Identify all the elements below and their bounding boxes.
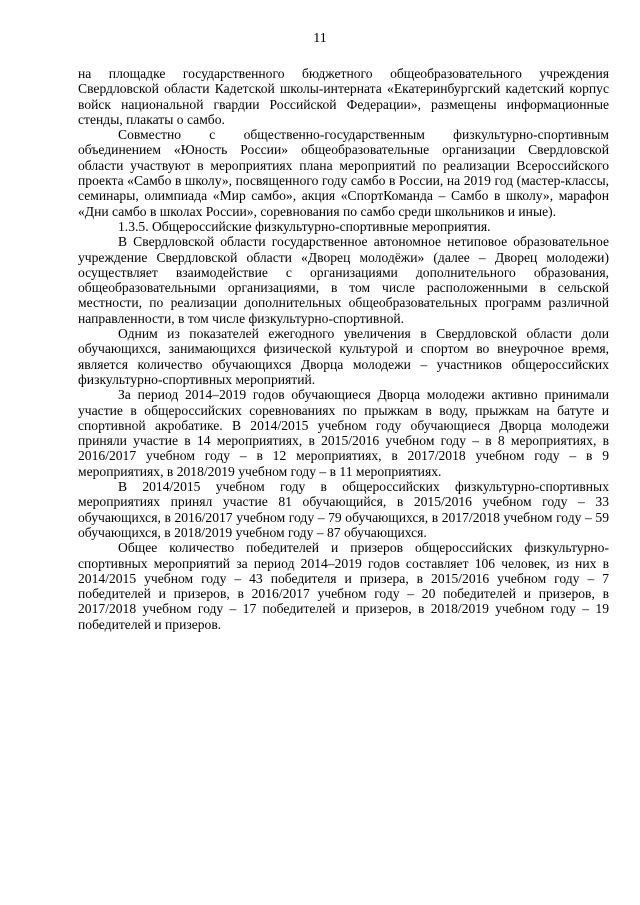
paragraph-youth-palace: В Свердловской области государственное автономное нетиповое образовательное учреждение Свердловской области «Дворец молодёжи» (далее – Дворец молодежи) осуществляет взаимодействие с организациями дополнительного образования, общеобразовательными организациями, в том числе расположенными в сельской местности, по реализации дополнительных общеобразовательных программ различной направленности, в том числе физкультурно-спортивной.: [78, 234, 609, 326]
paragraph-competitions: За период 2014–2019 годов обучающиеся Дворца молодежи активно принимали участие в общероссийских соревнованиях по прыжкам в воду, прыжкам на батуте и спортивной акробатике. В 2014/2015 учебном году обучающиеся Дворца молодежи приняли участие в 14 мероприятиях, в 2015/2016 учебном году – в 8 мероприятиях, в 2016/2017 учебном году – в 12 мероприятиях, в 2017/2018 учебном году – в 9 мероприятиях, в 2018/2019 учебном году – в 11 мероприятиях.: [78, 387, 609, 479]
paragraph-sambo-project: Совместно с общественно-государственным физкультурно-спортивным объединением «Юность России» общеобразовательные организации Свердловской области участвуют в мероприятиях плана мероприятий по реализации Всероссийского проекта «Самбо в школу», посвященного году самбо в России, на 2019 год (мастер-классы, семинары, олимпиада «Мир самбо», акция «СпортКоманда – Самбо в школу», марафон «Дни самбо в школах России», соревнования по самбо среди школьников и иные).: [78, 127, 609, 219]
section-heading-1-3-5: 1.3.5. Общероссийские физкультурно-спортивные мероприятия.: [118, 218, 491, 234]
paragraph-sambo-stands: на площадке государственного бюджетного общеобразовательного учреждения Свердловской области Кадетской школы-интерната «Екатеринбургский кадетский корпус войск национальной гвардии Российской Федерации», размещены информационные стенды, плакаты о самбо.: [78, 66, 609, 127]
paragraph-winners: Общее количество победителей и призеров общероссийских физкультурно-спортивных мероприятий за период 2014–2019 годов составляет 106 человек, из них в 2014/2015 учебном году – 43 победителя и призера, в 2015/2016 учебном году – 7 победителей и призеров, в 2016/2017 учебном году – 20 победителей и призеров, в 2017/2018 учебном году – 17 победителей и призеров, в 2018/2019 учебном году – 19 победителей и призеров.: [78, 540, 609, 632]
document-body: [78, 66, 609, 632]
paragraph-participants: В 2014/2015 учебном году в общероссийских физкультурно-спортивных мероприятиях принял участие 81 обучающийся, в 2015/2016 учебном году – 33 обучающихся, в 2016/2017 учебном году – 79 обучающихся, в 2017/2018 учебном году – 59 обучающихся, в 2018/2019 учебном году – 87 обучающихся.: [78, 479, 609, 540]
paragraph-indicator: Одним из показателей ежегодного увеличения в Свердловской области доли обучающихся, занимающихся физической культурой и спортом во внеурочное время, является количество обучающихся Дворца молодежи – участников общероссийских физкультурно-спортивных мероприятий.: [78, 326, 609, 387]
page-number: 11: [313, 31, 327, 46]
